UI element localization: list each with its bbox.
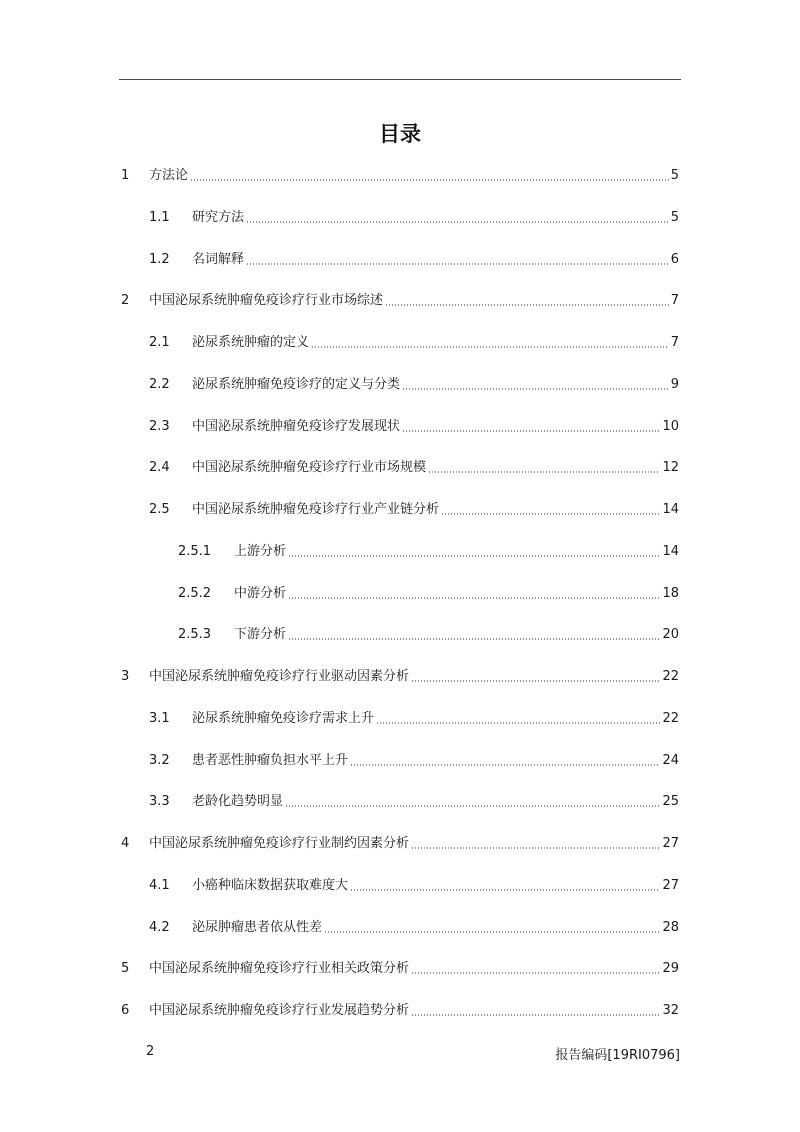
toc-entry[interactable] — [121, 291, 679, 311]
toc-leader-dots — [376, 722, 660, 724]
toc-entry-number: 2.5.3 — [178, 627, 212, 642]
toc-leader-dots — [411, 847, 660, 849]
toc-entry-page: 5 — [670, 168, 679, 183]
toc-entry-page: 25 — [662, 794, 679, 809]
toc-leader-dots — [428, 471, 660, 473]
toc-entry-label: 泌尿肿瘤患者依从性差 — [192, 920, 323, 935]
toc-entry-number: 2.5 — [149, 502, 170, 517]
toc-entry-number: 6 — [121, 1003, 130, 1018]
toc-entry-number: 5 — [121, 961, 130, 976]
toc-entry-page: 12 — [662, 460, 679, 475]
toc-leader-dots — [288, 555, 660, 557]
footer-page-number: 2 — [146, 1044, 155, 1059]
toc-leader-dots — [285, 805, 660, 807]
toc-leader-dots — [385, 304, 669, 306]
toc-entry[interactable] — [149, 500, 679, 520]
toc-entry-label: 下游分析 — [234, 627, 287, 642]
toc-entry-page: 22 — [662, 711, 679, 726]
toc-entry-label: 泌尿系统肿瘤免疫诊疗的定义与分类 — [192, 377, 401, 392]
toc-leader-dots — [311, 346, 669, 348]
toc-leader-dots — [350, 764, 660, 766]
toc-entry-label: 中游分析 — [234, 586, 287, 601]
toc-entry-page: 18 — [662, 586, 679, 601]
toc-leader-dots — [441, 513, 660, 515]
toc-entry-page: 14 — [662, 544, 679, 559]
toc-entry-number: 3.3 — [149, 794, 170, 809]
toc-entry-label: 泌尿系统肿瘤的定义 — [192, 335, 310, 350]
toc-leader-dots — [246, 263, 669, 265]
toc-entry-label: 名词解释 — [192, 252, 245, 267]
toc-entry[interactable] — [149, 918, 679, 938]
toc-entry-page: 6 — [670, 252, 679, 267]
toc-entry-page: 29 — [662, 961, 679, 976]
toc-entry[interactable] — [178, 584, 679, 604]
toc-leader-dots — [411, 972, 660, 974]
toc-entry-label: 中国泌尿系统肿瘤免疫诊疗行业制约因素分析 — [149, 836, 410, 851]
toc-entry-number: 2.5.2 — [178, 586, 212, 601]
toc-entry-page: 20 — [662, 627, 679, 642]
toc-entry-label: 方法论 — [149, 168, 189, 183]
toc-leader-dots — [402, 430, 660, 432]
toc-entry[interactable] — [121, 834, 679, 854]
toc-entry[interactable] — [149, 792, 679, 812]
toc-entry-page: 10 — [662, 419, 679, 434]
toc-leader-dots — [411, 1014, 660, 1016]
toc-entry[interactable] — [121, 166, 679, 186]
toc-entry[interactable] — [149, 208, 679, 228]
footer-report-code: 报告编码[19RI0796] — [555, 1048, 680, 1063]
toc-entry-label: 中国泌尿系统肿瘤免疫诊疗发展现状 — [192, 419, 401, 434]
toc-entry-number: 2.5.1 — [178, 544, 212, 559]
toc-entry-page: 27 — [662, 836, 679, 851]
toc-entry-label: 中国泌尿系统肿瘤免疫诊疗行业发展趋势分析 — [149, 1003, 410, 1018]
toc-entry-page: 22 — [662, 669, 679, 684]
toc-entry[interactable] — [149, 417, 679, 437]
toc-entry-label: 研究方法 — [192, 210, 245, 225]
toc-entry[interactable] — [149, 250, 679, 270]
toc-leader-dots — [324, 931, 660, 933]
toc-entry[interactable] — [149, 458, 679, 478]
toc-entry-label: 患者恶性肿瘤负担水平上升 — [192, 753, 349, 768]
toc-entry-label: 中国泌尿系统肿瘤免疫诊疗行业市场规模 — [192, 460, 427, 475]
toc-entry-number: 3.2 — [149, 753, 170, 768]
toc-entry[interactable] — [149, 751, 679, 771]
toc-leader-dots — [350, 889, 660, 891]
toc-entry-label: 中国泌尿系统肿瘤免疫诊疗行业产业链分析 — [192, 502, 440, 517]
toc-entry-number: 1.1 — [149, 210, 170, 225]
toc-entry-page: 32 — [662, 1003, 679, 1018]
toc-leader-dots — [411, 680, 660, 682]
toc-entry-number: 2.4 — [149, 460, 170, 475]
toc-entry-label: 上游分析 — [234, 544, 287, 559]
toc-entry-number: 1 — [121, 168, 130, 183]
toc-entry-number: 4.1 — [149, 878, 170, 893]
toc-entry-page: 9 — [670, 377, 679, 392]
toc-entry-number: 2 — [121, 293, 130, 308]
toc-entry-number: 3.1 — [149, 711, 170, 726]
toc-entry[interactable] — [149, 709, 679, 729]
toc-entry-number: 2.2 — [149, 377, 170, 392]
toc-leader-dots — [246, 221, 669, 223]
toc-entry-label: 中国泌尿系统肿瘤免疫诊疗行业驱动因素分析 — [149, 669, 410, 684]
toc-leader-dots — [288, 638, 660, 640]
toc-entry-page: 14 — [662, 502, 679, 517]
toc-entry-page: 5 — [670, 210, 679, 225]
toc-leader-dots — [402, 388, 669, 390]
toc-entry-page: 7 — [670, 293, 679, 308]
toc-entry-label: 老龄化趋势明显 — [192, 794, 284, 809]
toc-entry-label: 小癌种临床数据获取难度大 — [192, 878, 349, 893]
toc-entry-number: 2.1 — [149, 335, 170, 350]
toc-entry[interactable] — [178, 625, 679, 645]
toc-entry-label: 泌尿系统肿瘤免疫诊疗需求上升 — [192, 711, 375, 726]
toc-entry-number: 3 — [121, 669, 130, 684]
toc-entry-page: 27 — [662, 878, 679, 893]
toc-entry[interactable] — [121, 959, 679, 979]
toc-entry[interactable] — [178, 542, 679, 562]
toc-entry-page: 24 — [662, 753, 679, 768]
toc-entry-label: 中国泌尿系统肿瘤免疫诊疗行业相关政策分析 — [149, 961, 410, 976]
toc-entry[interactable] — [121, 1001, 679, 1021]
toc-entry[interactable] — [121, 667, 679, 687]
toc-entry[interactable] — [149, 876, 679, 896]
toc-entry-page: 28 — [662, 920, 679, 935]
toc-entry-number: 4.2 — [149, 920, 170, 935]
toc-entry-number: 4 — [121, 836, 130, 851]
toc-entry[interactable] — [149, 333, 679, 353]
toc-entry-number: 2.3 — [149, 419, 170, 434]
toc-entry-label: 中国泌尿系统肿瘤免疫诊疗行业市场综述 — [149, 293, 384, 308]
toc-entry-number: 1.2 — [149, 252, 170, 267]
toc-title: 目录 — [379, 122, 421, 146]
toc-entry-page: 7 — [670, 335, 679, 350]
toc-leader-dots — [190, 179, 669, 181]
toc-leader-dots — [288, 597, 660, 599]
toc-entry[interactable] — [149, 375, 679, 395]
